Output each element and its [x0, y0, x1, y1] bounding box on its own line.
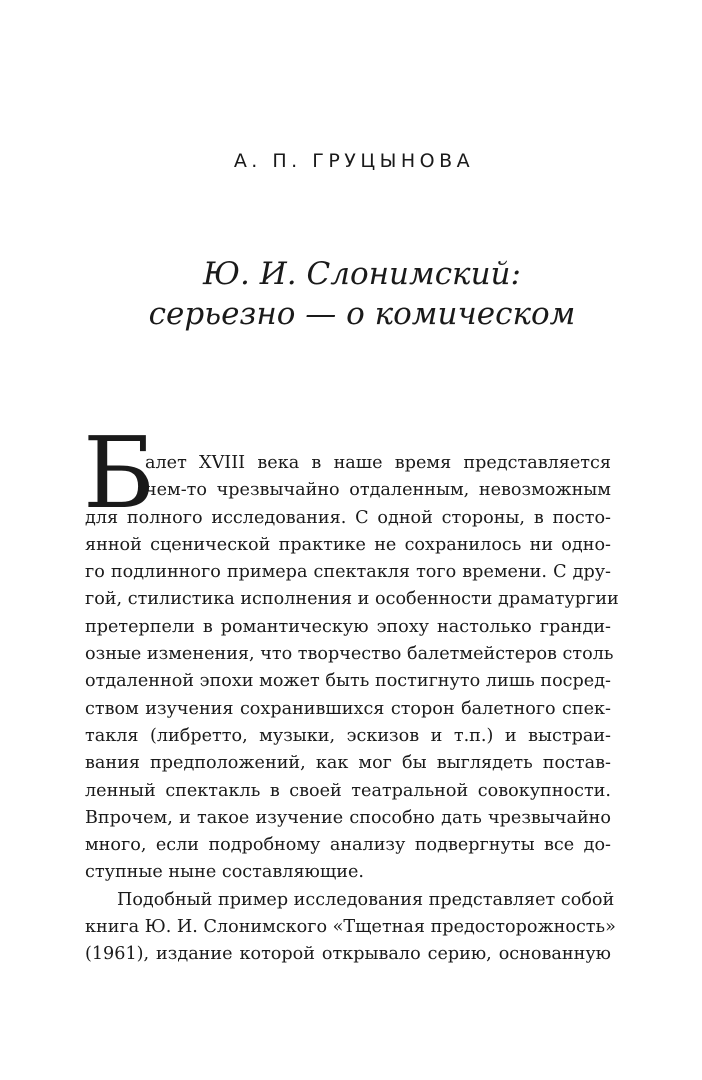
body-line: ленный спектакль в своей театральной совокупности.	[85, 780, 611, 801]
body-line: янной сценической практике не сохранилось ни одно-	[85, 534, 611, 555]
article-body	[85, 450, 619, 969]
body-line: претерпели в романтическую эпоху настолько гранди-	[85, 616, 611, 637]
body-line: чем-то чрезвычайно отдаленным, невозможным	[145, 480, 611, 501]
body-line: алет XVIII века в наше время представляется	[145, 453, 611, 473]
body-line: го подлинного примера спектакля того времени. С дру-	[85, 562, 611, 583]
article-title-line-2: серьезно — о комическом	[148, 296, 576, 332]
body-line: гой, стилистика исполнения и особенности драматургии	[85, 589, 619, 610]
article-title	[0, 254, 702, 334]
author-name: А. П. ГРУЦЫНОВА	[233, 150, 475, 172]
body-line: ством изучения сохранившихся сторон балетного спек-	[85, 698, 611, 719]
body-line: много, если подробному анализу подвергнуты все до-	[85, 835, 611, 856]
body-line: озные изменения, что творчество балетмейстеров столь	[85, 644, 614, 665]
body-line: отдаленной эпохи может быть постигнуто лишь посред-	[85, 671, 611, 692]
body-line: ступные ныне составляющие.	[85, 862, 364, 883]
body-line: такля (либретто, музыки, эскизов и т.п.) и выстраи-	[85, 725, 611, 746]
body-line: (1961), издание которой открывало серию, основанную	[85, 944, 611, 965]
body-line: Впрочем, и такое изучение способно дать чрезвычайно	[85, 807, 611, 828]
article-title-line-1: Ю. И. Слонимский:	[203, 256, 521, 292]
body-line: книга Ю. И. Слонимского «Тщетная предосторожность»	[85, 917, 616, 938]
body-line: для полного исследования. С одной стороны, в посто-	[85, 507, 611, 528]
body-line: вания предположений, как мог бы выглядеть постав-	[85, 753, 611, 774]
body-line: Подобный пример исследования представляет собой	[117, 889, 615, 910]
drop-cap: Б	[83, 417, 156, 531]
